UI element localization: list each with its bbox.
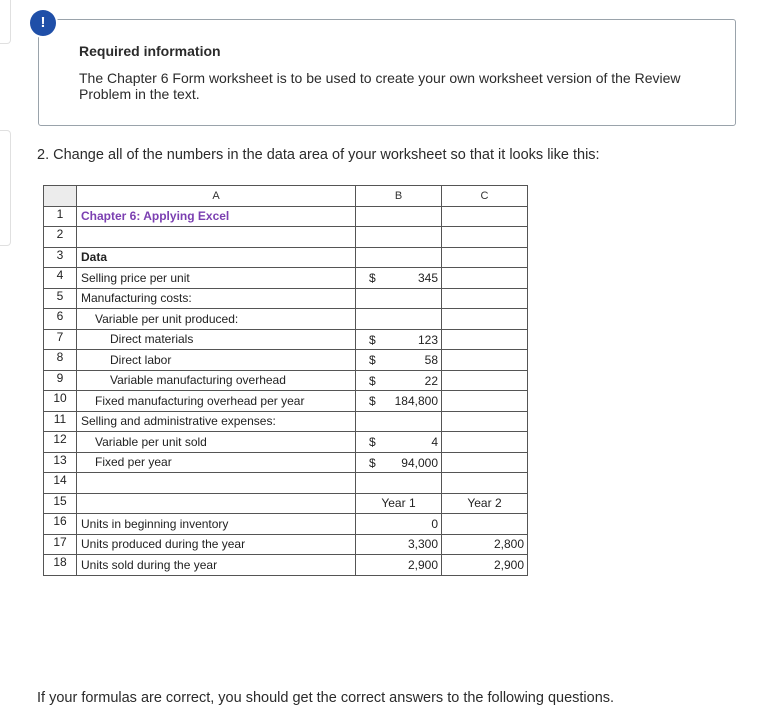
row-number: 11: [44, 411, 77, 432]
currency-symbol: $: [369, 353, 376, 367]
column-header-b: B: [356, 186, 442, 207]
cell-label: Selling and administrative expenses:: [77, 411, 356, 432]
cell-value: $ 58: [356, 350, 442, 371]
cell-value: $ 123: [356, 329, 442, 350]
row-number: 18: [44, 555, 77, 576]
alert-icon: !: [30, 10, 56, 36]
currency-symbol: $: [369, 332, 376, 347]
sheet-corner: [44, 186, 77, 207]
row-number: 3: [44, 247, 77, 268]
footer-text: If your formulas are correct, you should get the correct answers to the following questions.: [37, 690, 615, 706]
cell-label: Selling price per unit: [77, 268, 356, 289]
row-number: 12: [44, 432, 77, 453]
row-number: 13: [44, 452, 77, 473]
cell-label: Units produced during the year: [77, 534, 356, 555]
cell-label: Data: [77, 247, 356, 268]
currency-symbol: $: [369, 271, 376, 285]
info-title: Required information: [79, 43, 221, 59]
row-number: 5: [44, 288, 77, 309]
side-panel-tab[interactable]: [0, 0, 11, 44]
cell-label: Variable manufacturing overhead: [77, 370, 356, 391]
cell-value: 2,800: [442, 534, 528, 555]
cell-value: 2,900: [356, 555, 442, 576]
row-number: 14: [44, 473, 77, 494]
cell-value: $ 345: [356, 268, 442, 289]
info-body: The Chapter 6 Form worksheet is to be used to create your own worksheet version of the Review Problem in the text.: [79, 70, 681, 102]
currency-symbol: $: [369, 394, 376, 408]
cell-label: Manufacturing costs:: [77, 288, 356, 309]
row-number: 4: [44, 268, 77, 289]
row-number: 9: [44, 370, 77, 391]
cell-label: Units sold during the year: [77, 555, 356, 576]
row-number: 15: [44, 493, 77, 514]
row-number: 7: [44, 329, 77, 350]
cell-value: 0: [356, 514, 442, 535]
instruction-text: 2. Change all of the numbers in the data area of your worksheet so that it looks like this:: [37, 147, 600, 163]
cell-label: Variable per unit sold: [77, 432, 356, 453]
row-number: 8: [44, 350, 77, 371]
cell-value: $ 4: [356, 432, 442, 453]
currency-symbol: $: [369, 435, 376, 449]
cell-value: $ 94,000: [356, 452, 442, 473]
worksheet-table: [43, 185, 528, 576]
currency-symbol: $: [369, 373, 376, 388]
cell-value: 2,900: [442, 555, 528, 576]
cell-label: Fixed per year: [77, 452, 356, 473]
cell-value: 3,300: [356, 534, 442, 555]
column-header-a: A: [77, 186, 356, 207]
column-header-c: C: [442, 186, 528, 207]
cell-label: Units in beginning inventory: [77, 514, 356, 535]
cell-label: Direct materials: [77, 329, 356, 350]
currency-symbol: $: [369, 455, 376, 470]
side-panel-tab[interactable]: [0, 130, 11, 246]
cell-label: Variable per unit produced:: [77, 309, 356, 330]
row-number: 16: [44, 514, 77, 535]
sheet-title: Chapter 6: Applying Excel: [77, 206, 356, 227]
year-2-header: Year 2: [442, 493, 528, 514]
row-number: 2: [44, 227, 77, 248]
row-number: 1: [44, 206, 77, 227]
cell-label: Direct labor: [77, 350, 356, 371]
cell-value: $ 22: [356, 370, 442, 391]
row-number: 6: [44, 309, 77, 330]
row-number: 17: [44, 534, 77, 555]
cell-label: Fixed manufacturing overhead per year: [77, 391, 356, 412]
row-number: 10: [44, 391, 77, 412]
year-1-header: Year 1: [356, 493, 442, 514]
cell-value: $ 184,800: [356, 391, 442, 412]
